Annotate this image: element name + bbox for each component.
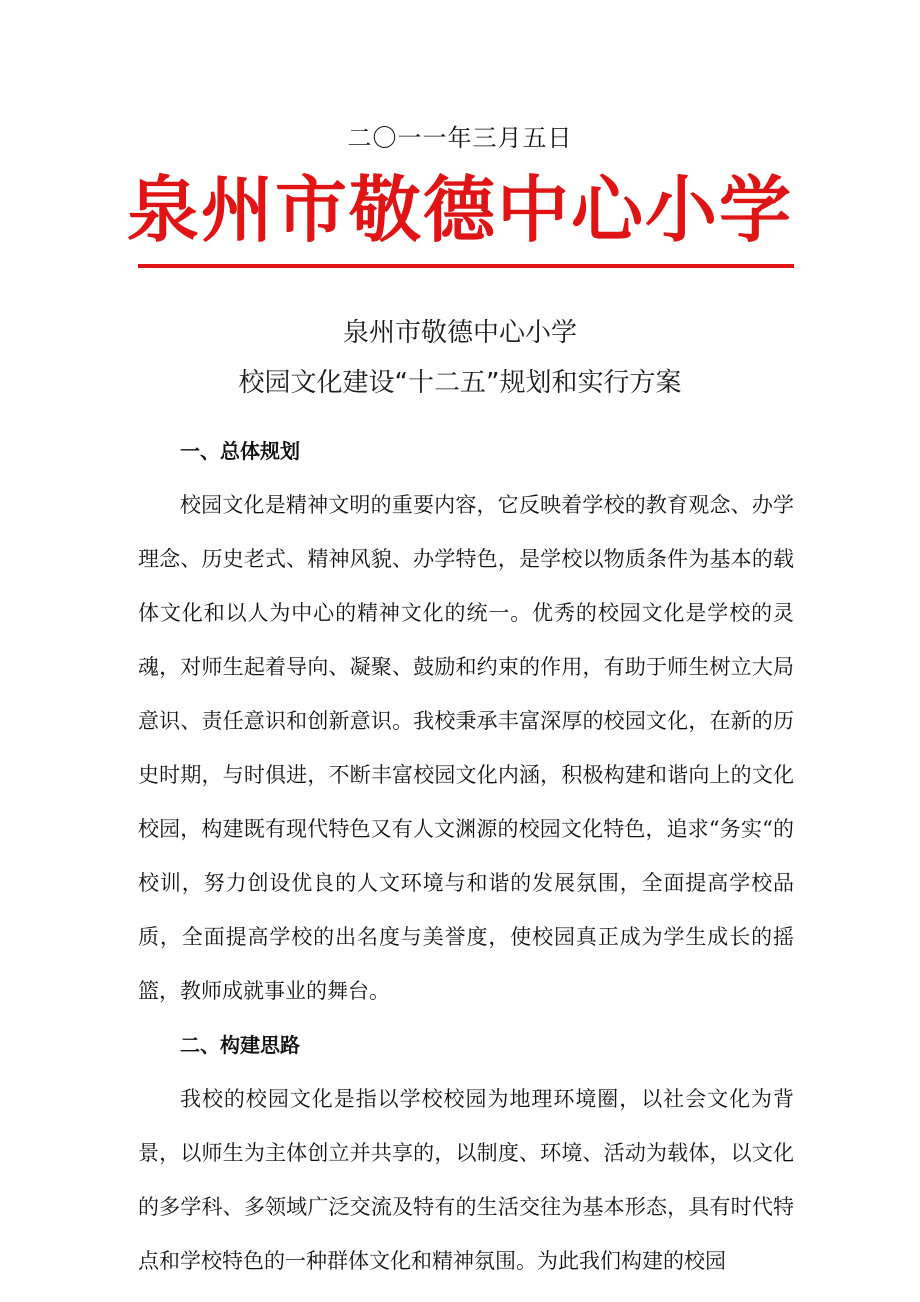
letterhead-school-name: 泉州市敬德中心小学 bbox=[126, 168, 793, 252]
document-body bbox=[138, 424, 794, 1288]
section-paragraph-overall-plan: 校园文化是精神文明的重要内容，它反映着学校的教育观念、办学理念、历史老式、精神风貌、办学特色，是学校以物质条件为基本的载体文化和以人为中心的精神文化的统一。优秀的校园文化是学校的灵魂，对师生起着导向、凝聚、鼓励和约束的作用，有助于师生树立大局意识、责任意识和创新意识。我校秉承丰富深厚的校园文化，在新的历史时期，与时俱进，不断丰富校园文化内涵，积极构建和谐向上的文化校园，构建既有现代特色又有人文渊源的校园文化特色，追求“务实“的校训，努力创设优良的人文环境与和谐的发展氛围，全面提高学校品质，全面提高学校的出名度与美誉度，使校园真正成为学生成长的摇篮，教师成就事业的舞台。 bbox=[138, 493, 794, 1003]
section-heading-overall-plan: 一、总体规划 bbox=[180, 439, 300, 463]
section-paragraph-construction-ideas: 我校的校园文化是指以学校校园为地理环境圈，以社会文化为背景，以师生为主体创立并共享的，以制度、环境、活动为载体，以文化的多学科、多领域广泛交流及特有的生活交往为基本形态，具有时代特点和学校特色的一种群体文化和精神氛围。为此我们构建的校园 bbox=[138, 1087, 794, 1273]
section-heading-construction-ideas: 二、构建思路 bbox=[180, 1033, 300, 1057]
letterhead-red-rule bbox=[138, 264, 794, 268]
issue-date: 二〇一一年三月五日 bbox=[347, 124, 573, 152]
document-title-line2: 校园文化建设“十二五”规划和实行方案 bbox=[238, 368, 682, 398]
document-title-line1: 泉州市敬德中心小学 bbox=[342, 318, 577, 348]
